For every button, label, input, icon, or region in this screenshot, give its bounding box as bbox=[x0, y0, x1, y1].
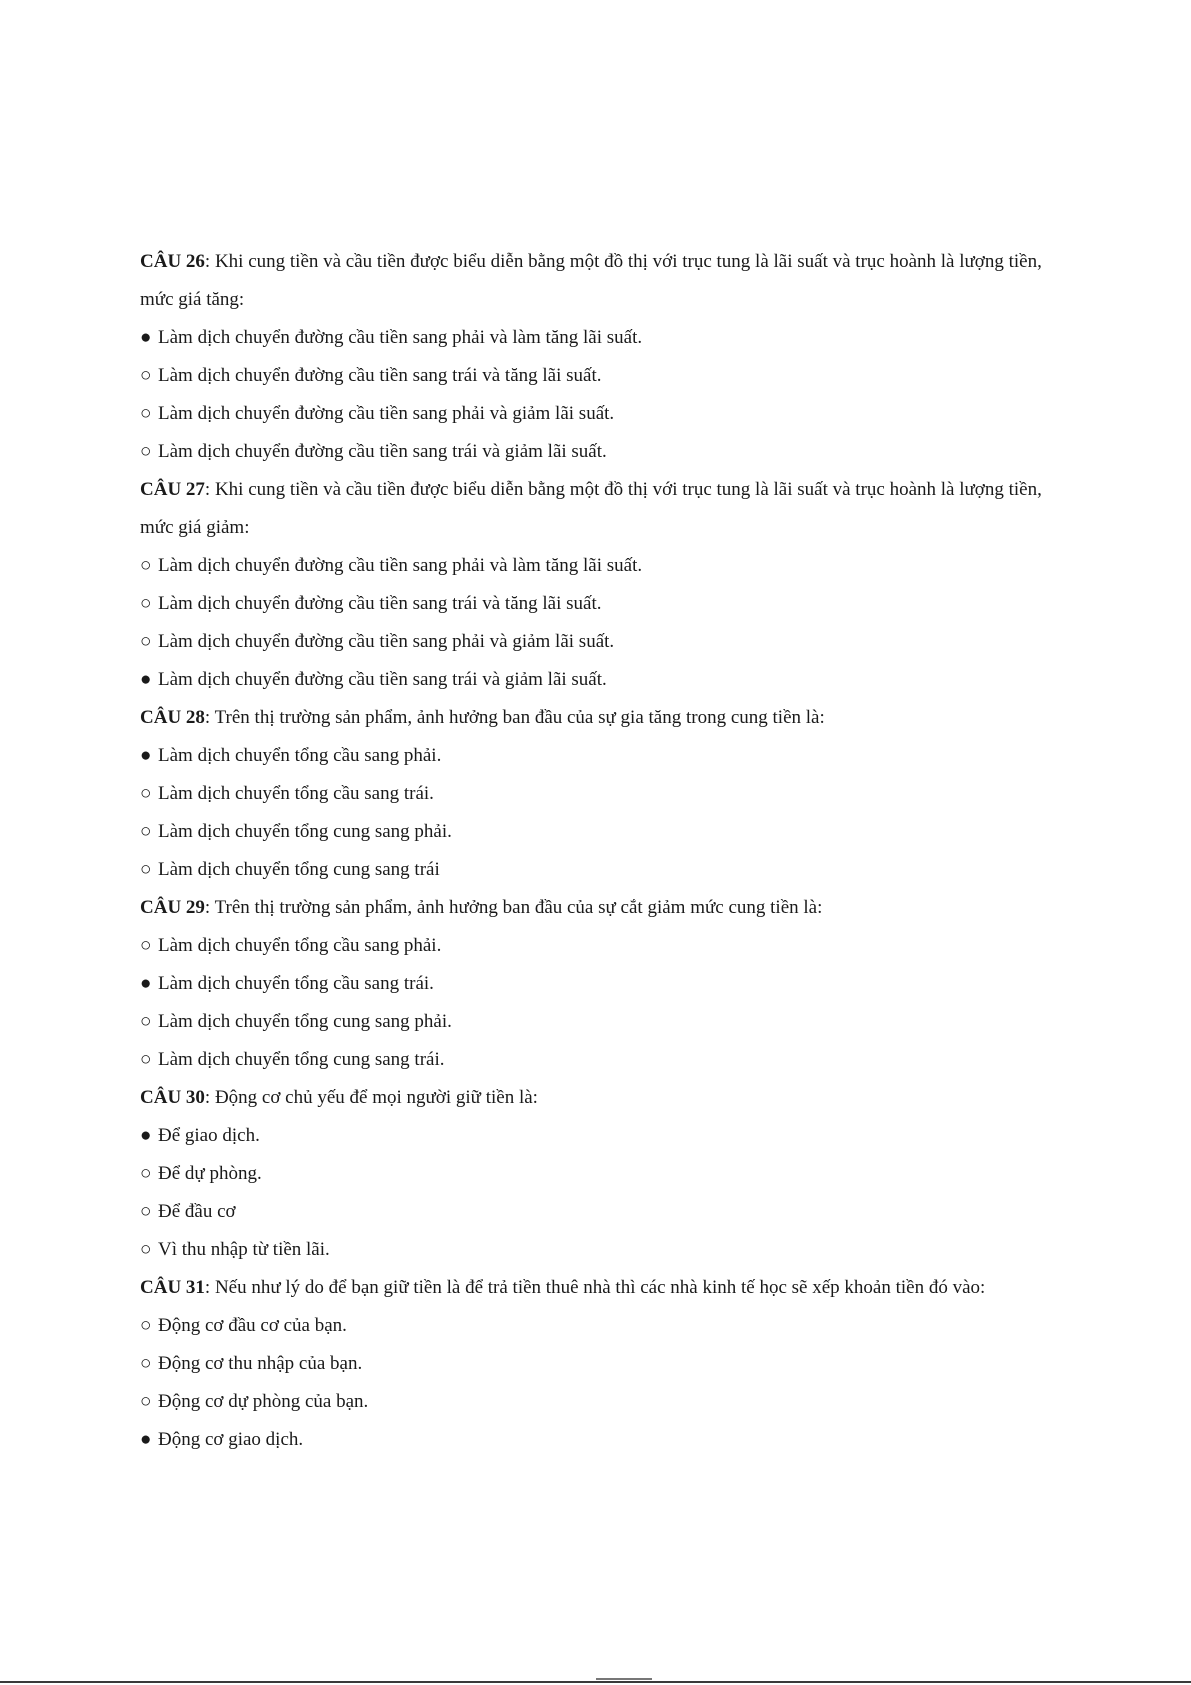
answer-option bbox=[140, 1041, 1060, 1079]
question-stem bbox=[140, 699, 1060, 737]
answer-option bbox=[140, 775, 1060, 813]
option-text: Làm dịch chuyển đường cầu tiền sang phải và làm tăng lãi suất. bbox=[158, 555, 643, 576]
document-page bbox=[140, 243, 1060, 1459]
answer-option bbox=[140, 623, 1060, 661]
unselected-radio-icon: ○ bbox=[140, 1049, 152, 1070]
question-stem bbox=[140, 1269, 1060, 1307]
question-27 bbox=[140, 471, 1060, 699]
option-text: Làm dịch chuyển đường cầu tiền sang phải và giảm lãi suất. bbox=[158, 631, 615, 652]
selected-radio-icon: ● bbox=[140, 669, 152, 690]
answer-option bbox=[140, 661, 1060, 699]
option-text: Để giao dịch. bbox=[158, 1125, 260, 1146]
answer-option bbox=[140, 1231, 1060, 1269]
selected-radio-icon: ● bbox=[140, 745, 152, 766]
unselected-radio-icon: ○ bbox=[140, 1201, 152, 1222]
option-text: Để dự phòng. bbox=[158, 1163, 262, 1184]
unselected-radio-icon: ○ bbox=[140, 1353, 152, 1374]
selected-radio-icon: ● bbox=[140, 327, 152, 348]
answer-option bbox=[140, 737, 1060, 775]
answer-option bbox=[140, 547, 1060, 585]
question-30 bbox=[140, 1079, 1060, 1269]
option-text: Vì thu nhập từ tiền lãi. bbox=[158, 1239, 330, 1260]
unselected-radio-icon: ○ bbox=[140, 365, 152, 386]
question-text: : Khi cung tiền và cầu tiền được biểu diễn bằng một đồ thị với trục tung là lãi suất và trục hoành là lượng tiền, mức giá tăng: bbox=[140, 251, 1042, 310]
option-text: Làm dịch chuyển tổng cầu sang phải. bbox=[158, 935, 442, 956]
option-text: Làm dịch chuyển tổng cung sang phải. bbox=[158, 821, 452, 842]
answer-option bbox=[140, 1117, 1060, 1155]
answer-option bbox=[140, 927, 1060, 965]
answer-option bbox=[140, 357, 1060, 395]
question-label: CÂU 28 bbox=[140, 707, 205, 728]
question-31 bbox=[140, 1269, 1060, 1459]
option-text: Động cơ dự phòng của bạn. bbox=[158, 1391, 369, 1412]
answer-option bbox=[140, 395, 1060, 433]
unselected-radio-icon: ○ bbox=[140, 1011, 152, 1032]
answer-option bbox=[140, 851, 1060, 889]
answer-option bbox=[140, 1193, 1060, 1231]
answer-option bbox=[140, 585, 1060, 623]
selected-radio-icon: ● bbox=[140, 1125, 152, 1146]
unselected-radio-icon: ○ bbox=[140, 403, 152, 424]
question-stem bbox=[140, 1079, 1060, 1117]
unselected-radio-icon: ○ bbox=[140, 441, 152, 462]
option-text: Làm dịch chuyển tổng cầu sang trái. bbox=[158, 783, 434, 804]
answer-option bbox=[140, 1003, 1060, 1041]
question-text: : Động cơ chủ yếu để mọi người giữ tiền là: bbox=[204, 1087, 538, 1108]
option-text: Động cơ thu nhập của bạn. bbox=[158, 1353, 363, 1374]
option-text: Làm dịch chuyển đường cầu tiền sang phải và làm tăng lãi suất. bbox=[158, 327, 643, 348]
question-stem bbox=[140, 243, 1060, 319]
question-label: CÂU 30 bbox=[140, 1087, 205, 1108]
question-text: : Nếu như lý do để bạn giữ tiền là để trả tiền thuê nhà thì các nhà kinh tế học sẽ xếp khoản tiền đó vào: bbox=[204, 1277, 986, 1298]
option-text: Làm dịch chuyển tổng cung sang phải. bbox=[158, 1011, 452, 1032]
question-label: CÂU 27 bbox=[140, 479, 205, 500]
question-26 bbox=[140, 243, 1060, 471]
unselected-radio-icon: ○ bbox=[140, 1239, 152, 1260]
answer-option bbox=[140, 1383, 1060, 1421]
option-text: Để đầu cơ bbox=[158, 1201, 236, 1222]
question-28 bbox=[140, 699, 1060, 889]
question-text: : Trên thị trường sản phẩm, ảnh hưởng ban đầu của sự gia tăng trong cung tiền là: bbox=[204, 707, 825, 728]
answer-option bbox=[140, 319, 1060, 357]
question-label: CÂU 26 bbox=[140, 251, 205, 272]
unselected-radio-icon: ○ bbox=[140, 1163, 152, 1184]
option-text: Động cơ đầu cơ của bạn. bbox=[158, 1315, 347, 1336]
answer-option bbox=[140, 433, 1060, 471]
question-text: : Trên thị trường sản phẩm, ảnh hưởng ban đầu của sự cắt giảm mức cung tiền là: bbox=[204, 897, 823, 918]
option-text: Làm dịch chuyển tổng cầu sang phải. bbox=[158, 745, 442, 766]
selected-radio-icon: ● bbox=[140, 1429, 152, 1450]
option-text: Làm dịch chuyển tổng cung sang trái. bbox=[158, 1049, 445, 1070]
question-stem bbox=[140, 471, 1060, 547]
option-text: Làm dịch chuyển tổng cầu sang trái. bbox=[158, 973, 434, 994]
unselected-radio-icon: ○ bbox=[140, 555, 152, 576]
answer-option bbox=[140, 1307, 1060, 1345]
page-bottom-marker bbox=[596, 1678, 652, 1680]
unselected-radio-icon: ○ bbox=[140, 631, 152, 652]
answer-option bbox=[140, 1345, 1060, 1383]
question-text: : Khi cung tiền và cầu tiền được biểu diễn bằng một đồ thị với trục tung là lãi suất và trục hoành là lượng tiền, mức giá giảm: bbox=[140, 479, 1042, 538]
option-text: Làm dịch chuyển đường cầu tiền sang trái và giảm lãi suất. bbox=[158, 441, 607, 462]
unselected-radio-icon: ○ bbox=[140, 1391, 152, 1412]
question-label: CÂU 29 bbox=[140, 897, 205, 918]
option-text: Làm dịch chuyển tổng cung sang trái bbox=[158, 859, 440, 880]
unselected-radio-icon: ○ bbox=[140, 1315, 152, 1336]
question-29 bbox=[140, 889, 1060, 1079]
answer-option bbox=[140, 813, 1060, 851]
page-bottom-divider bbox=[0, 1681, 1191, 1683]
option-text: Làm dịch chuyển đường cầu tiền sang trái và tăng lãi suất. bbox=[158, 593, 602, 614]
unselected-radio-icon: ○ bbox=[140, 859, 152, 880]
option-text: Động cơ giao dịch. bbox=[158, 1429, 304, 1450]
question-stem bbox=[140, 889, 1060, 927]
unselected-radio-icon: ○ bbox=[140, 821, 152, 842]
unselected-radio-icon: ○ bbox=[140, 783, 152, 804]
question-label: CÂU 31 bbox=[140, 1277, 205, 1298]
answer-option bbox=[140, 1421, 1060, 1459]
option-text: Làm dịch chuyển đường cầu tiền sang trái và giảm lãi suất. bbox=[158, 669, 607, 690]
answer-option bbox=[140, 965, 1060, 1003]
unselected-radio-icon: ○ bbox=[140, 593, 152, 614]
option-text: Làm dịch chuyển đường cầu tiền sang phải và giảm lãi suất. bbox=[158, 403, 615, 424]
unselected-radio-icon: ○ bbox=[140, 935, 152, 956]
selected-radio-icon: ● bbox=[140, 973, 152, 994]
option-text: Làm dịch chuyển đường cầu tiền sang trái và tăng lãi suất. bbox=[158, 365, 602, 386]
answer-option bbox=[140, 1155, 1060, 1193]
